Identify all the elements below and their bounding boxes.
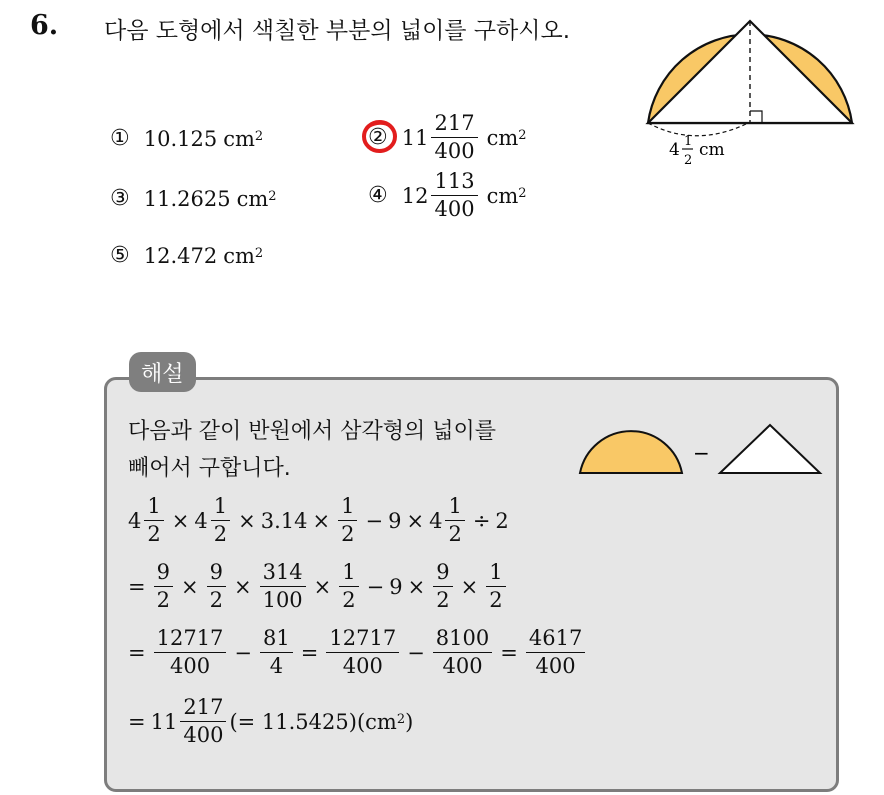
- choice-unit: cm: [486, 125, 519, 150]
- choice-fraction: $\frac{113}{400}$: [431, 171, 477, 220]
- choice-2[interactable]: ② 11 $\frac{217}{400}$ cm 2: [368, 113, 527, 162]
- choice-value: 12.472: [143, 243, 218, 268]
- choice-unit: cm: [236, 186, 269, 211]
- solution-explanation: [128, 413, 496, 487]
- choice-value: 10.125: [143, 126, 218, 151]
- solution-line-1: 다음과 같이 반원에서 삼각형의 넓이를: [128, 419, 497, 444]
- choice-5[interactable]: ⑤ 12.472 cm 2: [110, 243, 264, 268]
- equation-line-3: = $\frac{12717}{400}$ − $\frac{81}{4}$ = $\frac{12717}{400}$ − $\frac{8100}{400}$ = $\frac{4617}{400}$: [128, 628, 588, 677]
- question-number: 6.: [30, 10, 59, 41]
- choice-whole: 12: [401, 183, 429, 208]
- choice-fraction: $\frac{217}{400}$: [431, 113, 477, 162]
- choice-value: 11.2625: [143, 186, 231, 211]
- choice-unit: cm: [223, 126, 255, 151]
- choice-unit: cm: [486, 183, 519, 208]
- choice-marker: ③: [110, 186, 130, 211]
- triangle-shape: [720, 425, 820, 473]
- equation-line-1: 4 $\frac{1}{2}$ × 4 $\frac{1}{2}$ × 3.14 × $\frac{1}{2}$ − 9 × 4 $\frac{1}{2}$ ÷ 2: [128, 494, 509, 546]
- radius-unit: cm: [699, 140, 725, 160]
- solution-tab: 해설: [129, 352, 196, 392]
- choice-whole: 11: [401, 125, 429, 150]
- semicircle-minus-triangle-diagram: [576, 420, 826, 480]
- choice-marker: ⑤: [110, 243, 130, 268]
- radius-den: 2: [684, 153, 693, 168]
- choice-unit: cm: [223, 243, 255, 268]
- semicircle-triangle-figure: [640, 18, 860, 178]
- minus-sign: −: [693, 441, 710, 465]
- choice-1[interactable]: ① 10.125 cm 2: [110, 126, 264, 151]
- choice-4[interactable]: ④ 12 $\frac{113}{400}$ cm 2: [368, 169, 527, 221]
- radius-dimension-arc: [648, 123, 746, 136]
- equation-line-2: = $\frac{9}{2}$ × $\frac{9}{2}$ × $\frac{314}{100}$ × $\frac{1}{2}$ − 9 × $\frac{9}{2}$ × $\frac{1}{2}$: [128, 562, 509, 611]
- choice-marker: ①: [110, 126, 130, 151]
- choice-marker: ④: [368, 183, 388, 208]
- radius-num: 1: [684, 134, 693, 149]
- equation-line-4: = 11 $\frac{217}{400}$ (= 11.5425) ( cm 2 ): [128, 695, 414, 747]
- choice-3[interactable]: ③ 11.2625 cm 2: [110, 186, 277, 211]
- question-text: 다음 도형에서 색칠한 부분의 넓이를 구하시오.: [104, 18, 571, 44]
- radius-whole: 4: [669, 140, 680, 160]
- choice-marker: ②: [368, 125, 388, 150]
- semicircle-shape: [580, 431, 682, 473]
- solution-line-2: 빼어서 구합니다.: [128, 456, 291, 481]
